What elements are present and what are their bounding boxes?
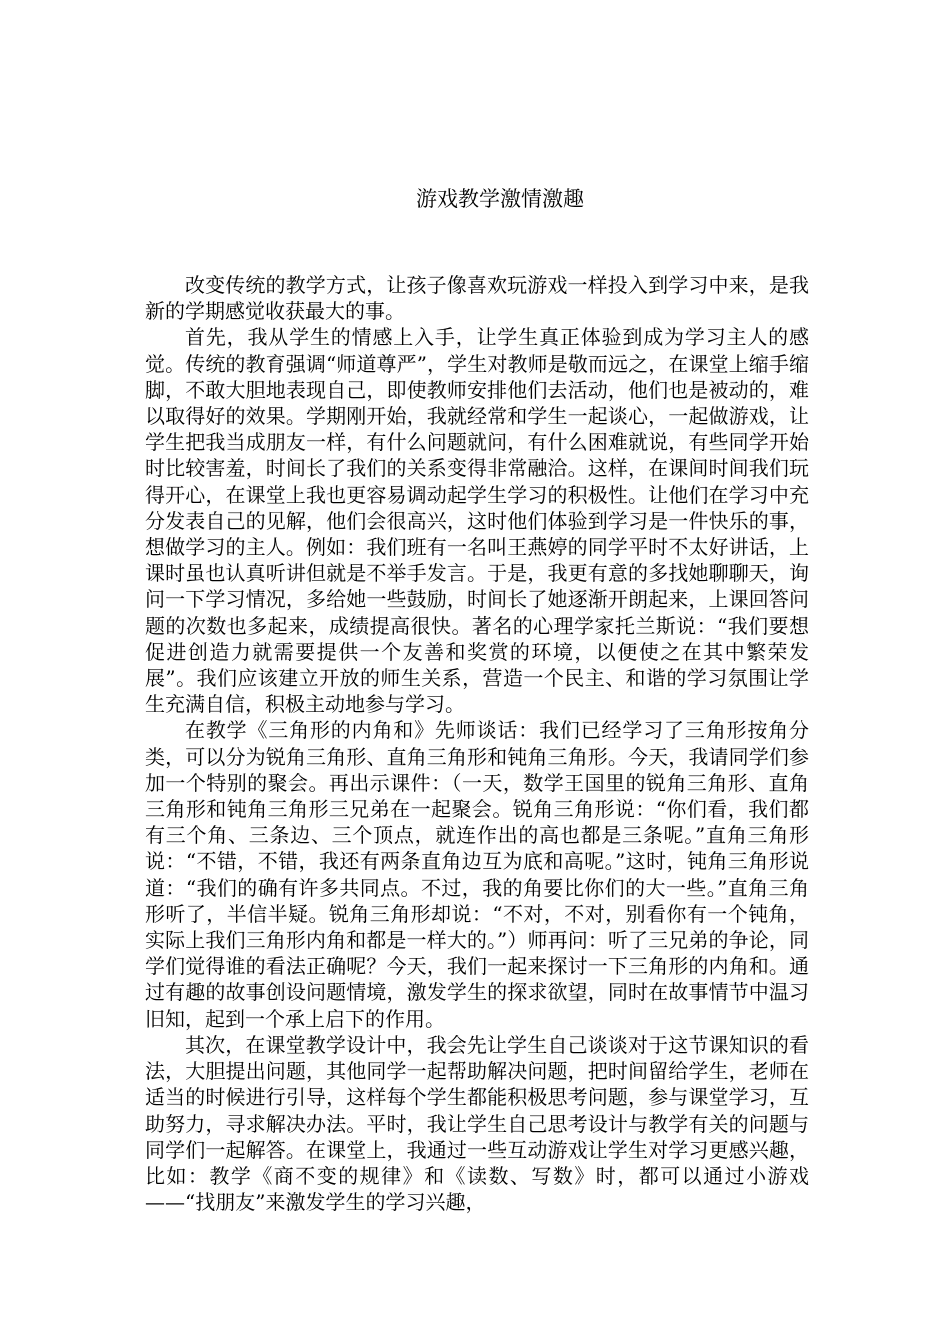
document-title: 游戏教学激情激趣 <box>416 187 584 211</box>
document-body <box>145 272 809 1215</box>
paragraph: 首先，我从学生的情感上入手，让学生真正体验到成为学习主人的感觉。传统的教育强调“师道尊严”，学生对教师是敬而远之，在课堂上缩手缩脚，不敢大胆地表现自己，即使教师安排他们去活动，他们也是被动的，难以取得好的效果。学期刚开始，我就经常和学生一起谈心，一起做游戏，让学生把我当成朋友一样，有什么问题就问，有什么困难就说，有些同学开始时比较害羞，时间长了我们的关系变得非常融洽。这样，在课间时间我们玩得开心，在课堂上我也更容易调动起学生学习的积极性。让他们在学习中充分发表自己的见解，他们会很高兴，这时他们体验到学习是一件快乐的事，想做学习的主人。例如：我们班有一名叫王燕婷的同学平时不太好讲话，上课时虽也认真听讲但就是不举手发言。于是，我更有意的多找她聊聊天，询问一下学习情况，多给她一些鼓励，时间长了她逐渐开朗起来，上课回答问题的次数也多起来，成绩提高很快。著名的心理学家托兰斯说：“我们要想促进创造力就需要提供一个友善和奖赏的环境，以便使之在其中繁荣发展”。我们应该建立开放的师生关系，营造一个民主、和谐的学习氛围让学生充满自信，积极主动地参与学习。 <box>145 325 809 717</box>
paragraph: 其次，在课堂教学设计中，我会先让学生自己谈谈对于这节课知识的看法，大胆提出问题，其他同学一起帮助解决问题，把时间留给学生，老师在适当的时候进行引导，这样每个学生都能积极思考问题，参与课堂学习，互助努力，寻求解决办法。平时，我让学生自己思考设计与教学有关的问题与同学们一起解答。在课堂上，我通过一些互动游戏让学生对学习更感兴趣，比如：教学《商不变的规律》和《读数、写数》时，都可以通过小游戏——“找朋友”来激发学生的学习兴趣， <box>145 1032 809 1215</box>
paragraph: 改变传统的教学方式，让孩子像喜欢玩游戏一样投入到学习中来，是我新的学期感觉收获最大的事。 <box>145 273 809 324</box>
paragraph: 在教学《三角形的内角和》先师谈话：我们已经学习了三角形按角分类，可以分为锐角三角形、直角三角形和钝角三角形。今天，我请同学们参加一个特别的聚会。再出示课件：（一天，数学王国里的锐角三角形、直角三角形和钝角三角形三兄弟在一起聚会。锐角三角形说：“你们看，我们都有三个角、三条边、三个顶点，就连作出的高也都是三条呢。”直角三角形说：“不错，不错，我还有两条直角边互为底和高呢。”这时，钝角三角形说道：“我们的确有许多共同点。不过，我的角要比你们的大一些。”直角三角形听了，半信半疑。锐角三角形却说：“不对，不对，别看你有一个钝角，实际上我们三角形内角和都是一样大的。”）师再问：听了三兄弟的争论，同学们觉得谁的看法正确呢？今天，我们一起来探讨一下三角形的内角和。通过有趣的故事创设问题情境，激发学生的探求欲望，同时在故事情节中温习旧知，起到一个承上启下的作用。 <box>145 718 809 1031</box>
